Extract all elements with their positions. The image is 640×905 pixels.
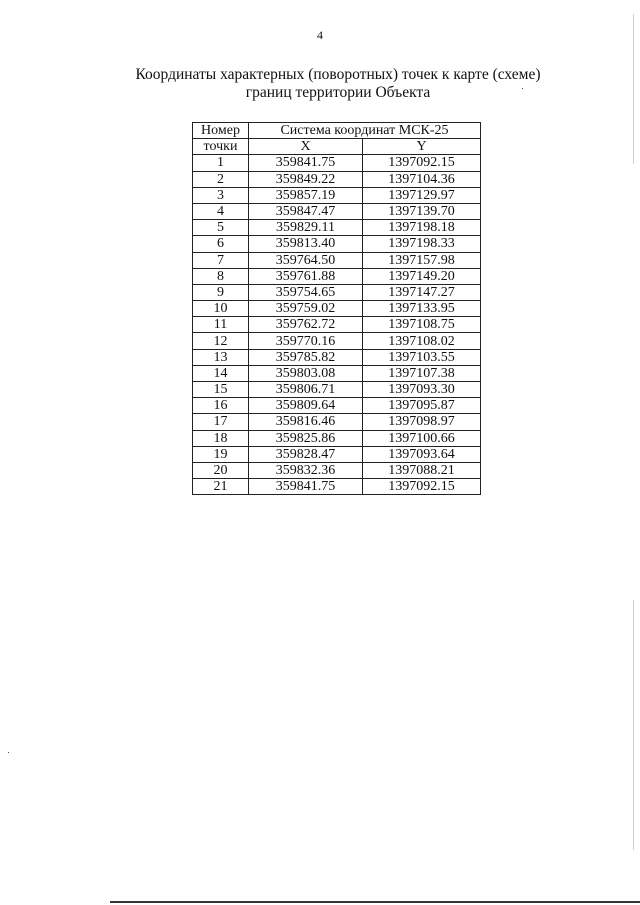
table-row — [193, 187, 481, 203]
cell-x: 359816.46 — [249, 414, 363, 430]
cell-y: 1397088.21 — [363, 462, 481, 478]
table-row — [193, 382, 481, 398]
cell-y: 1397198.18 — [363, 220, 481, 236]
cell-y: 1397098.97 — [363, 414, 481, 430]
cell-point-number: 20 — [193, 462, 249, 478]
cell-y: 1397100.66 — [363, 430, 481, 446]
table-row — [193, 203, 481, 219]
cell-point-number: 16 — [193, 398, 249, 414]
cell-y: 1397095.87 — [363, 398, 481, 414]
table-row — [193, 398, 481, 414]
cell-x: 359762.72 — [249, 317, 363, 333]
cell-point-number: 7 — [193, 252, 249, 268]
cell-y: 1397157.98 — [363, 252, 481, 268]
scan-edge-line — [633, 600, 634, 850]
cell-point-number: 12 — [193, 333, 249, 349]
header-y: Y — [363, 139, 481, 155]
coordinates-table-body — [193, 155, 481, 495]
page-number: 4 — [317, 28, 323, 42]
cell-point-number: 4 — [193, 203, 249, 219]
table-row — [193, 446, 481, 462]
cell-y: 1397129.97 — [363, 187, 481, 203]
table-row — [193, 479, 481, 495]
cell-point-number: 21 — [193, 479, 249, 495]
scan-bottom-line — [110, 901, 640, 903]
cell-y: 1397139.70 — [363, 203, 481, 219]
table-row — [193, 220, 481, 236]
cell-x: 359803.08 — [249, 365, 363, 381]
cell-y: 1397133.95 — [363, 301, 481, 317]
cell-x: 359841.75 — [249, 479, 363, 495]
cell-y: 1397092.15 — [363, 479, 481, 495]
title-line-2: границ территории Объекта — [245, 84, 431, 101]
header-point-number-sub: точки — [193, 139, 249, 155]
cell-point-number: 10 — [193, 301, 249, 317]
cell-x: 359828.47 — [249, 446, 363, 462]
coordinates-table — [192, 122, 481, 495]
table-row — [193, 236, 481, 252]
cell-y: 1397198.33 — [363, 236, 481, 252]
cell-y: 1397107.38 — [363, 365, 481, 381]
cell-x: 359809.64 — [249, 398, 363, 414]
cell-x: 359849.22 — [249, 171, 363, 187]
cell-point-number: 8 — [193, 268, 249, 284]
cell-point-number: 14 — [193, 365, 249, 381]
cell-x: 359832.36 — [249, 462, 363, 478]
table-row — [193, 349, 481, 365]
cell-x: 359770.16 — [249, 333, 363, 349]
cell-point-number: 5 — [193, 220, 249, 236]
cell-x: 359759.02 — [249, 301, 363, 317]
cell-x: 359764.50 — [249, 252, 363, 268]
cell-y: 1397104.36 — [363, 171, 481, 187]
cell-x: 359841.75 — [249, 155, 363, 171]
scan-edge-line — [633, 14, 634, 164]
cell-x: 359857.19 — [249, 187, 363, 203]
table-row — [193, 430, 481, 446]
header-x: X — [249, 139, 363, 155]
cell-x: 359829.11 — [249, 220, 363, 236]
table-row — [193, 301, 481, 317]
cell-x: 359761.88 — [249, 268, 363, 284]
table-row — [193, 252, 481, 268]
cell-y: 1397108.75 — [363, 317, 481, 333]
cell-x: 359806.71 — [249, 382, 363, 398]
cell-point-number: 2 — [193, 171, 249, 187]
cell-y: 1397149.20 — [363, 268, 481, 284]
header-coordinate-system: Система координат МСК-25 — [249, 123, 481, 139]
scan-speck — [8, 752, 9, 753]
document-title — [0, 66, 640, 102]
cell-point-number: 13 — [193, 349, 249, 365]
table-row — [193, 171, 481, 187]
cell-point-number: 11 — [193, 317, 249, 333]
table-header-row — [193, 123, 481, 139]
cell-x: 359847.47 — [249, 203, 363, 219]
cell-point-number: 18 — [193, 430, 249, 446]
table-row — [193, 284, 481, 300]
cell-point-number: 3 — [193, 187, 249, 203]
cell-x: 359813.40 — [249, 236, 363, 252]
cell-y: 1397092.15 — [363, 155, 481, 171]
title-line-1: Координаты характерных (поворотных) точек к карте (схеме) — [135, 66, 541, 83]
scan-speck — [522, 88, 523, 89]
table-subheader-row — [193, 139, 481, 155]
cell-y: 1397093.64 — [363, 446, 481, 462]
cell-point-number: 15 — [193, 382, 249, 398]
table-row — [193, 333, 481, 349]
cell-point-number: 9 — [193, 284, 249, 300]
table-row — [193, 317, 481, 333]
cell-point-number: 19 — [193, 446, 249, 462]
table-row — [193, 268, 481, 284]
cell-x: 359825.86 — [249, 430, 363, 446]
cell-point-number: 17 — [193, 414, 249, 430]
table-row — [193, 365, 481, 381]
cell-y: 1397147.27 — [363, 284, 481, 300]
table-row — [193, 414, 481, 430]
header-point-number: Номер — [193, 123, 249, 139]
cell-point-number: 6 — [193, 236, 249, 252]
cell-y: 1397093.30 — [363, 382, 481, 398]
table-row — [193, 155, 481, 171]
cell-y: 1397108.02 — [363, 333, 481, 349]
cell-point-number: 1 — [193, 155, 249, 171]
cell-x: 359754.65 — [249, 284, 363, 300]
table-row — [193, 462, 481, 478]
cell-y: 1397103.55 — [363, 349, 481, 365]
cell-x: 359785.82 — [249, 349, 363, 365]
